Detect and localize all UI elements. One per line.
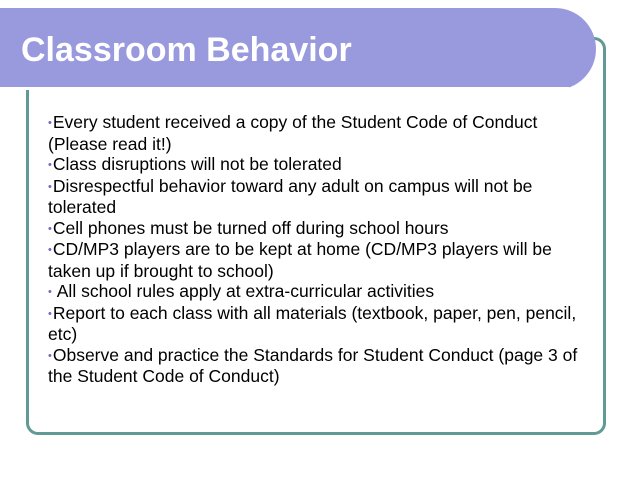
bullet-icon: • [48,286,52,298]
bullet-text: All school rules apply at extra-curricular activities [52,281,435,301]
bullet-text: Class disruptions will not be tolerated [52,154,342,174]
bullet-text: Every student received a copy of the Student Code of Conduct (Please read it!) [48,112,538,154]
bullet-icon: • [48,117,52,129]
bullet-item [48,112,593,154]
bullet-item [48,154,593,176]
bullet-icon: • [48,180,52,193]
bullet-list [48,112,593,387]
slide-title: Classroom Behavior [21,31,352,69]
bullet-icon: • [48,222,52,235]
bullet-item [48,218,593,240]
bullet-text: Cell phones must be turned off during school hours [52,217,449,238]
bullet-item [48,281,593,303]
bullet-item [48,303,593,345]
bullet-icon: • [48,349,52,362]
bullet-icon: • [48,159,52,171]
bullet-item [48,345,593,387]
title-underline [0,87,569,90]
bullet-item [48,239,593,281]
bullet-icon: • [48,244,52,256]
bullet-text: Observe and practice the Standards for Student Conduct (page 3 of the Student Code of Conduct) [48,344,578,386]
bullet-text: Report to each class with all materials (textbook, paper, pen, pencil, etc) [48,302,577,344]
bullet-text: Disrespectful behavior toward any adult on campus will not be tolerated [48,175,533,217]
bullet-item [48,176,593,218]
bullet-text: CD/MP3 players are to be kept at home (CD/MP3 players will be taken up if brought to school) [48,239,552,281]
bullet-icon: • [48,307,52,320]
